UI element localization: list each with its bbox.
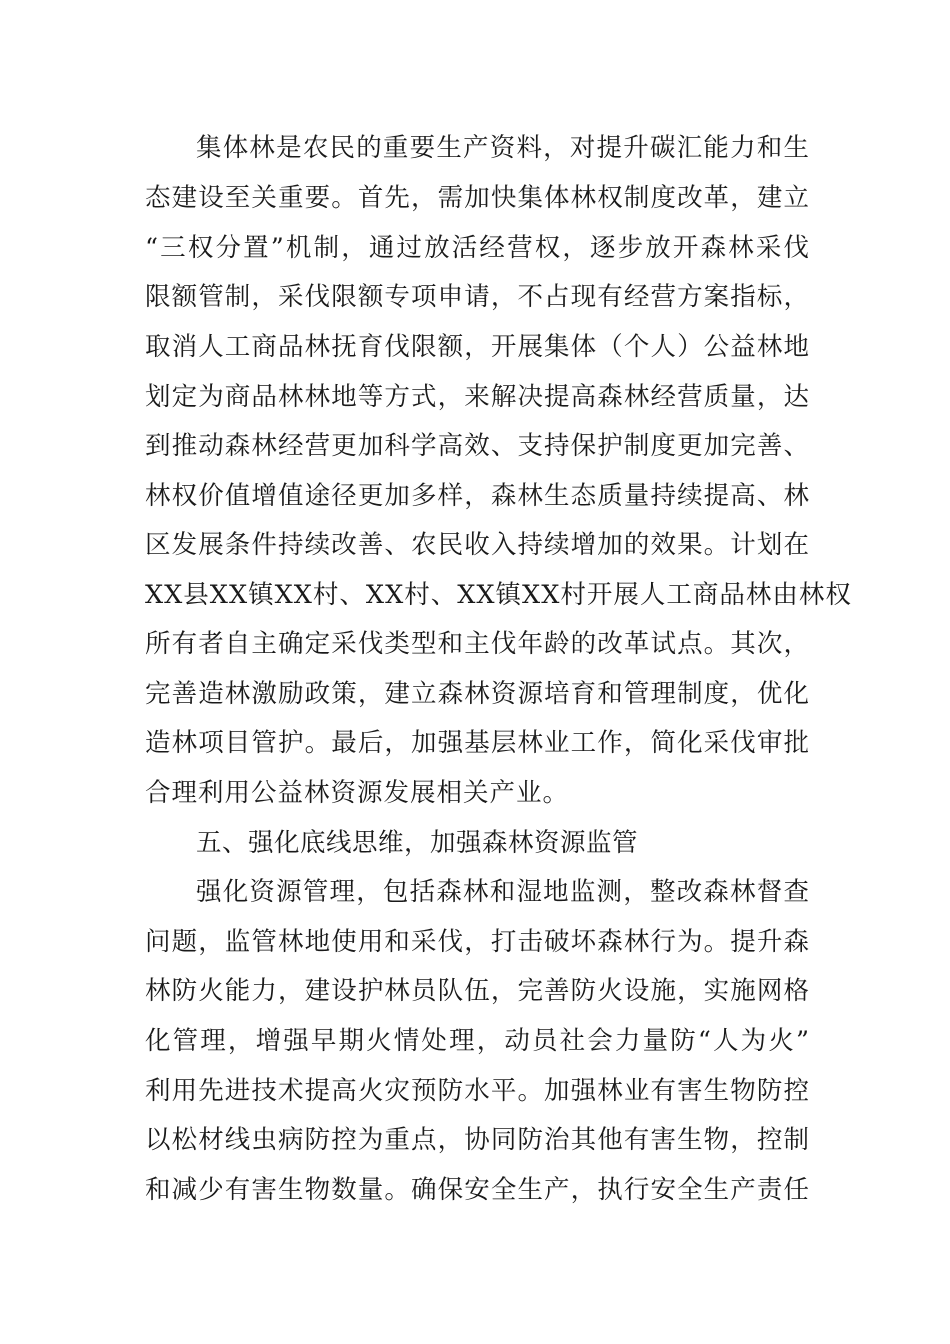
- paragraph-1-line-9: 区发展条件持续改善、农民收入持续增加的效果。计划在: [145, 530, 810, 560]
- paragraph-1-line-3: “三权分置”机制，通过放活经营权，逐步放开森林采伐: [145, 233, 810, 263]
- paragraph-1-line-14: 合理利用公益林资源发展相关产业。: [145, 778, 570, 808]
- paragraph-2-line-4: 化管理，增强早期火情处理，动员社会力量防“人为火”: [145, 1026, 810, 1056]
- paragraph-1-line-11: 所有者自主确定采伐类型和主伐年龄的改革试点。其次，: [145, 629, 810, 659]
- paragraph-1-line-6: 划定为商品林林地等方式，来解决提高森林经营质量，达: [145, 382, 810, 412]
- paragraph-1-line-1: 集体林是农民的重要生产资料，对提升碳汇能力和生: [196, 133, 810, 163]
- paragraph-1-line-5: 取消人工商品林抚育伐限额，开展集体（个人）公益林地: [145, 332, 810, 362]
- paragraph-2-line-2: 问题，监管林地使用和采伐，打击破坏森林行为。提升森: [145, 927, 810, 957]
- paragraph-2-line-3: 林防火能力，建设护林员队伍，完善防火设施，实施网格: [145, 976, 810, 1006]
- paragraph-1-line-10: XX县XX镇XX村、XX村、XX镇XX村开展人工商品林由林权: [145, 580, 852, 610]
- paragraph-1-line-7: 到推动森林经营更加科学高效、支持保护制度更加完善、: [145, 431, 810, 461]
- section-heading: 五、强化底线思维，加强森林资源监管: [196, 828, 639, 858]
- paragraph-1-line-4: 限额管制，采伐限额专项申请，不占现有经营方案指标，: [145, 282, 810, 312]
- paragraph-1-line-12: 完善造林激励政策，建立森林资源培育和管理制度，优化: [145, 679, 810, 709]
- paragraph-2-line-5: 利用先进技术提高火灾预防水平。加强林业有害生物防控: [145, 1076, 810, 1106]
- paragraph-2-line-6: 以松材线虫病防控为重点，协同防治其他有害生物，控制: [145, 1125, 810, 1155]
- paragraph-2-line-7: 和减少有害生物数量。确保安全生产，执行安全生产责任: [145, 1175, 810, 1205]
- paragraph-1-line-2: 态建设至关重要。首先，需加快集体林权制度改革，建立: [145, 183, 810, 213]
- paragraph-2-line-1: 强化资源管理，包括森林和湿地监测，整改森林督查: [196, 877, 810, 907]
- paragraph-1-line-13: 造林项目管护。最后，加强基层林业工作，简化采伐审批: [145, 728, 810, 758]
- paragraph-1-line-8: 林权价值增值途径更加多样，森林生态质量持续提高、林: [145, 481, 810, 511]
